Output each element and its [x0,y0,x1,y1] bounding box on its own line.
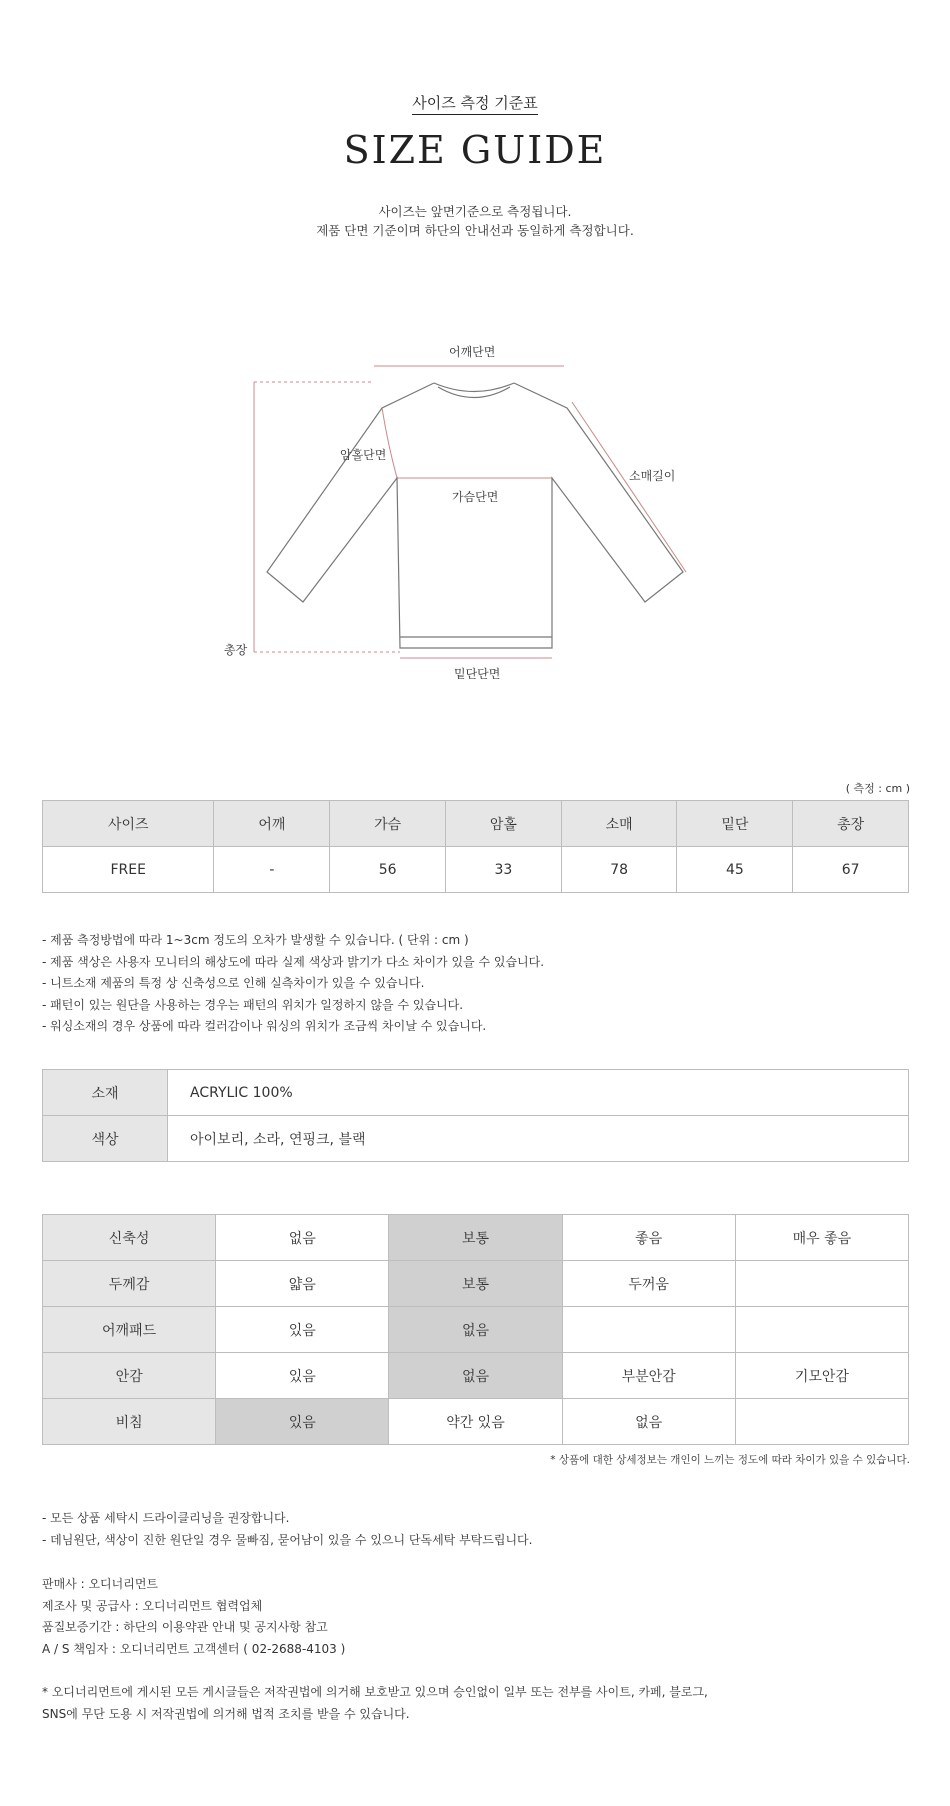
seller-line: A / S 책임자 : 오디너리먼트 고객센터 ( 02-2688-4103 ) [42,1641,346,1656]
property-option: 부분안감 [562,1353,735,1399]
armhole-cell: 33 [445,847,561,893]
subtitle: 사이즈 측정 기준표 [0,92,950,113]
property-option: 없음 [216,1215,389,1261]
property-option [735,1261,908,1307]
property-option-selected: 없음 [389,1353,562,1399]
header-cell: 소매 [561,801,677,847]
armhole-guide [382,408,397,478]
property-option [735,1399,908,1445]
care-note-line: - 모든 상품 세탁시 드라이클리닝을 권장합니다. [42,1511,290,1525]
header-cell: 밑단 [677,801,793,847]
color-value: 아이보리, 소라, 연핑크, 블랙 [168,1116,909,1162]
size-table-header-row [43,801,909,847]
label-length: 총장 [224,643,248,657]
unit-label: ( 측정 : cm ) [845,782,910,795]
property-option: 두꺼움 [562,1261,735,1307]
property-row-thickness [43,1261,909,1307]
sweater-diagram [0,330,950,690]
intro-line-2: 제품 단면 기준이며 하단의 안내선과 동일하게 측정합니다. [316,223,634,238]
property-option: 있음 [216,1307,389,1353]
property-option [562,1307,735,1353]
size-table-row [43,847,909,893]
note-line: - 제품 측정방법에 따라 1~3cm 정도의 오차가 발생할 수 있습니다. ( 단위 : cm ) [42,933,469,947]
property-option: 약간 있음 [389,1399,562,1445]
material-table [42,1069,909,1162]
header-cell: 사이즈 [43,801,214,847]
copyright-line: * 오디너리먼트에 게시된 모든 게시글들은 저작권법에 의거해 보호받고 있으며 승인없이 일부 또는 전부를 사이트, 카페, 블로그, [42,1685,708,1699]
label-armhole: 암홀단면 [340,448,387,462]
note-line: - 제품 색상은 사용자 모니터의 해상도에 따라 실제 색상과 밝기가 다소 차이가 있을 수 있습니다. [42,954,545,969]
color-row [43,1116,909,1162]
property-option-selected: 보통 [389,1261,562,1307]
label-sleeve: 소매길이 [629,469,676,483]
material-row [43,1070,909,1116]
color-label: 색상 [43,1116,168,1162]
property-label: 비침 [43,1399,216,1445]
page-title: SIZE GUIDE [343,128,607,172]
seller-line: 제조사 및 공급사 : 오디너리먼트 협력업체 [42,1598,263,1613]
seller-info [42,1574,345,1660]
header-cell: 어깨 [214,801,330,847]
measurement-notes [42,930,544,1038]
care-notes [42,1508,532,1551]
property-option [735,1307,908,1353]
chest-cell: 56 [330,847,446,893]
seller-line: 판매사 : 오디너리먼트 [42,1577,159,1591]
length-cell: 67 [793,847,909,893]
property-option-selected: 보통 [389,1215,562,1261]
copyright-notice [42,1682,708,1725]
material-value: ACRYLIC 100% [168,1070,909,1116]
sleeve-cell: 78 [561,847,677,893]
property-option: 기모안감 [735,1353,908,1399]
header-cell: 총장 [793,801,909,847]
property-option: 매우 좋음 [735,1215,908,1261]
shoulder-cell: - [214,847,330,893]
note-line: - 워싱소재의 경우 상품에 따라 컬러감이나 워싱의 위치가 조금씩 차이날 수 있습니다. [42,1019,487,1033]
label-hem: 밑단단면 [454,667,501,681]
property-label: 신축성 [43,1215,216,1261]
property-label: 안감 [43,1353,216,1399]
property-option-selected: 있음 [216,1399,389,1445]
header-cell: 암홀 [445,801,561,847]
note-line: - 패턴이 있는 원단을 사용하는 경우는 패턴의 위치가 일정하지 않을 수 있습니다. [42,997,464,1012]
size-table [42,800,909,893]
property-row-shoulder-pad [43,1307,909,1353]
property-row-lining [43,1353,909,1399]
property-row-sheerness [43,1399,909,1445]
hem-cell: 45 [677,847,793,893]
label-shoulder: 어깨단면 [449,345,496,359]
copyright-line: SNS에 무단 도용 시 저작권법에 의거해 법적 조치를 받을 수 있습니다. [42,1706,410,1721]
sweater-body-outline [267,383,683,648]
property-label: 두께감 [43,1261,216,1307]
sleeve-guide [572,402,686,572]
properties-table [42,1214,909,1445]
care-note-line: - 데님원단, 색상이 진한 원단일 경우 물빠짐, 묻어남이 있을 수 있으니 단독세탁 부탁드립니다. [42,1532,533,1547]
property-row-stretch [43,1215,909,1261]
material-label: 소재 [43,1070,168,1116]
property-label: 어깨패드 [43,1307,216,1353]
label-chest: 가슴단면 [452,490,499,504]
size-cell: FREE [43,847,214,893]
property-option: 좋음 [562,1215,735,1261]
header-cell: 가슴 [330,801,446,847]
seller-line: 품질보증기간 : 하단의 이용약관 안내 및 공지사항 참고 [42,1620,328,1634]
property-option-selected: 없음 [389,1307,562,1353]
property-option: 없음 [562,1399,735,1445]
property-option: 얇음 [216,1261,389,1307]
intro-line-1: 사이즈는 앞면기준으로 측정됩니다. [378,204,572,219]
property-option: 있음 [216,1353,389,1399]
properties-footnote: * 상품에 대한 상세정보는 개인이 느끼는 정도에 따라 차이가 있을 수 있습니다. [550,1454,910,1466]
note-line: - 니트소재 제품의 특정 상 신축성으로 인해 실측차이가 있을 수 있습니다. [42,976,425,990]
neckline-outer [434,383,514,392]
